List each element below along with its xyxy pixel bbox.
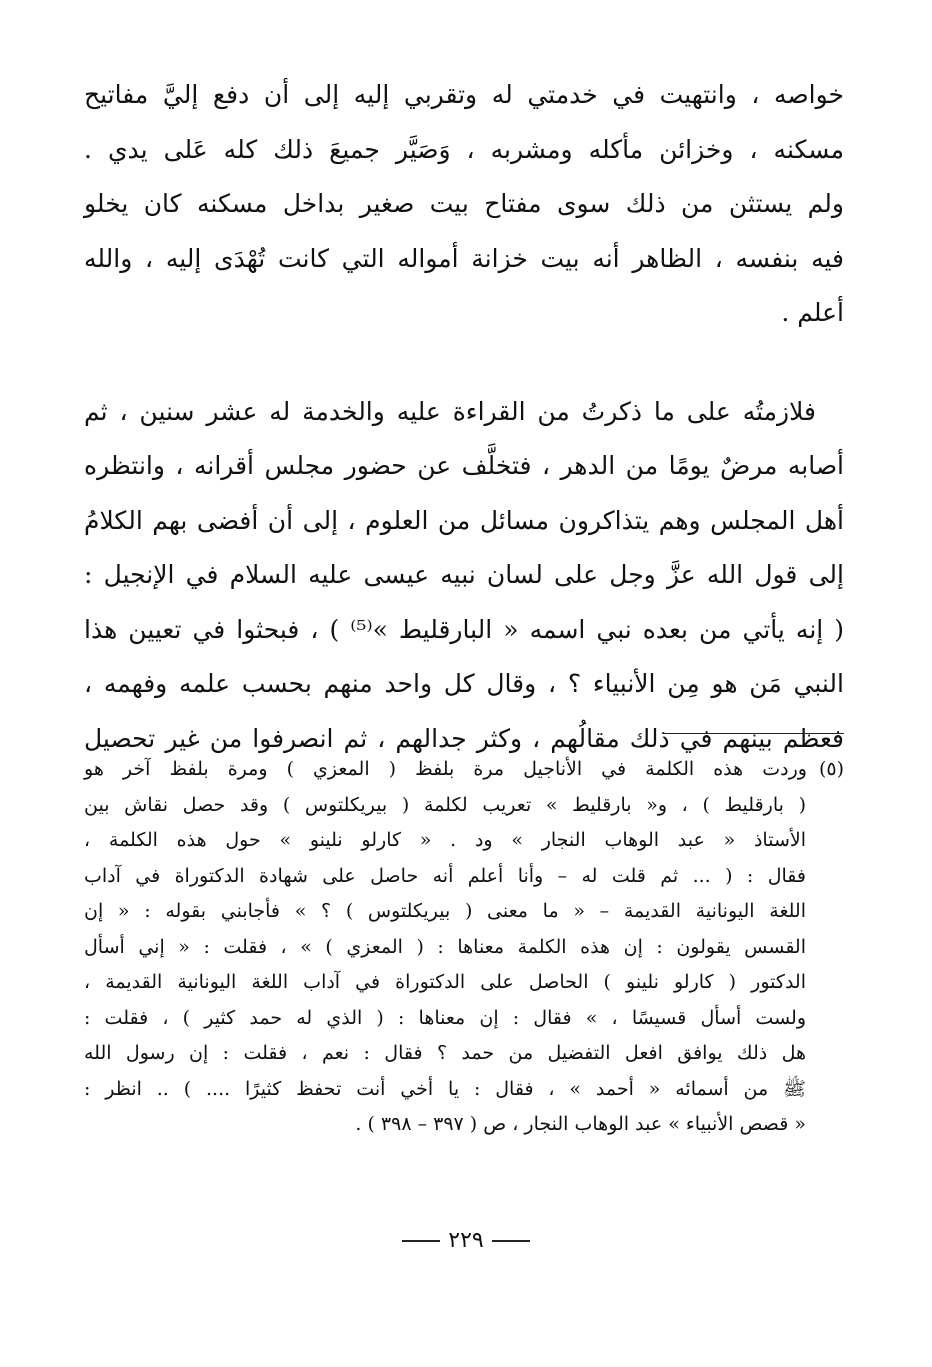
text-line: فعظم بينهم في ذلك مقالُهم ، وكثر جدالهم ، ثم انصرفوا من غير تحصيل [84,723,844,753]
footnote [84,752,844,1143]
text-line: إلى قول الله عزَّ وجل على لسان نبيه عيسى عليه السلام في الإنجيل : [84,560,844,589]
text-line: أعلم . [781,298,844,327]
footnote-line: الأستاذ « عبد الوهاب النجار » ود . « كارلو نلينو » حول هذه الكلمة ، [84,829,806,851]
footnote-line: الدكتور ( كارلو نلينو ) الحاصل على الدكتوراة في آداب اللغة اليونانية القديمة ، [84,971,806,993]
footnote-line [84,752,844,788]
dash-right [492,1240,530,1242]
text-line: أهل المجلس وهم يتذاكرون مسائل من العلوم ، إلى أن أفضى بهم الكلامُ [84,505,844,535]
page-number-text: ٢٢٩ [448,1228,484,1253]
text-line: فيه بنفسه ، الظاهر أنه بيت خزانة أمواله التي كانت تُهْدَى إليه ، والله [84,243,844,273]
page-number [0,1226,932,1256]
footnote-line: اللغة اليونانية القديمة – « ما معنى ( بيريكلتوس ) ؟ » فأجابني بقوله : « إن [84,900,806,922]
text-line: مسكنه ، وخزائن مأكله ومشربه ، وَصَيَّر جميعَ ذلك كله عَلى يدي . [84,134,844,164]
paragraph-gap [84,341,844,385]
text-line: فلازمتُه على ما ذكرتُ من القراءة عليه والخدمة له عشر سنين ، ثم [84,396,816,426]
footnote-line: ولست أسأل قسيسًا ، » فقال : إن معناها : ( الذي له حمد كثير ) ، فقلت : [84,1006,806,1029]
text-line: النبي مَن هو مِن الأنبياء ؟ ، وقال كل واحد منهم بحسب علمه وفهمه ، [84,669,844,698]
footnote-line: ( بارقليط ) ، و« بارقليط » تعريب لكلمة ( بيريكلتوس ) وقد حصل نقاش بين [84,793,806,816]
footnote-text: وردت هذه الكلمة في الأناجيل مرة بلفظ ( المعزي ) ومرة بلفظ آخر هو [84,758,807,780]
footnote-line: « قصص الأنبياء » عبد الوهاب النجار ، ص ( ٣٩٧ – ٣٩٨ ) . [355,1113,806,1135]
text-line: أصابه مرضٌ يومًا من الدهر ، فتخلَّف عن حضور مجلس أقرانه ، وانتظره [84,451,844,480]
text-line: ولم يستثن من ذلك سوى مفتاح بيت صغير بداخل مسكنه كان يخلو [84,189,844,218]
footnote-line: القسس يقولون : إن هذه الكلمة معناها : ( المعزي ) » ، فقلت : « إني أسأل [84,935,806,958]
footnote-line: ﷺ من أسمائه « أحمد » ، فقال : يا أخي أنت تحفظ كثيرًا .... ) .. انظر : [84,1077,806,1100]
footnote-divider [662,733,844,734]
text-line: ( إنه يأتي من بعده نبي اسمه « البارقليط »⁽⁵⁾ ) ، فبحثوا في تعيين هذا [84,614,845,644]
footnote-line: هل ذلك يوافق افعل التفضيل من حمد ؟ فقال : نعم ، فقلت : إن رسول الله [84,1042,806,1064]
text-line: خواصه ، وانتهيت في خدمتي له وتقربي إليه إلى أن دفع إليَّ مفاتيح [84,80,844,109]
footnote-line: فقال : ( ... ثم قلت له – وأنا أعلم أنه حاصل على شهادة الدكتوراة في آداب [84,864,806,887]
footnote-marker: (٥) [818,758,844,780]
dash-left [402,1240,440,1242]
main-text [84,68,844,766]
